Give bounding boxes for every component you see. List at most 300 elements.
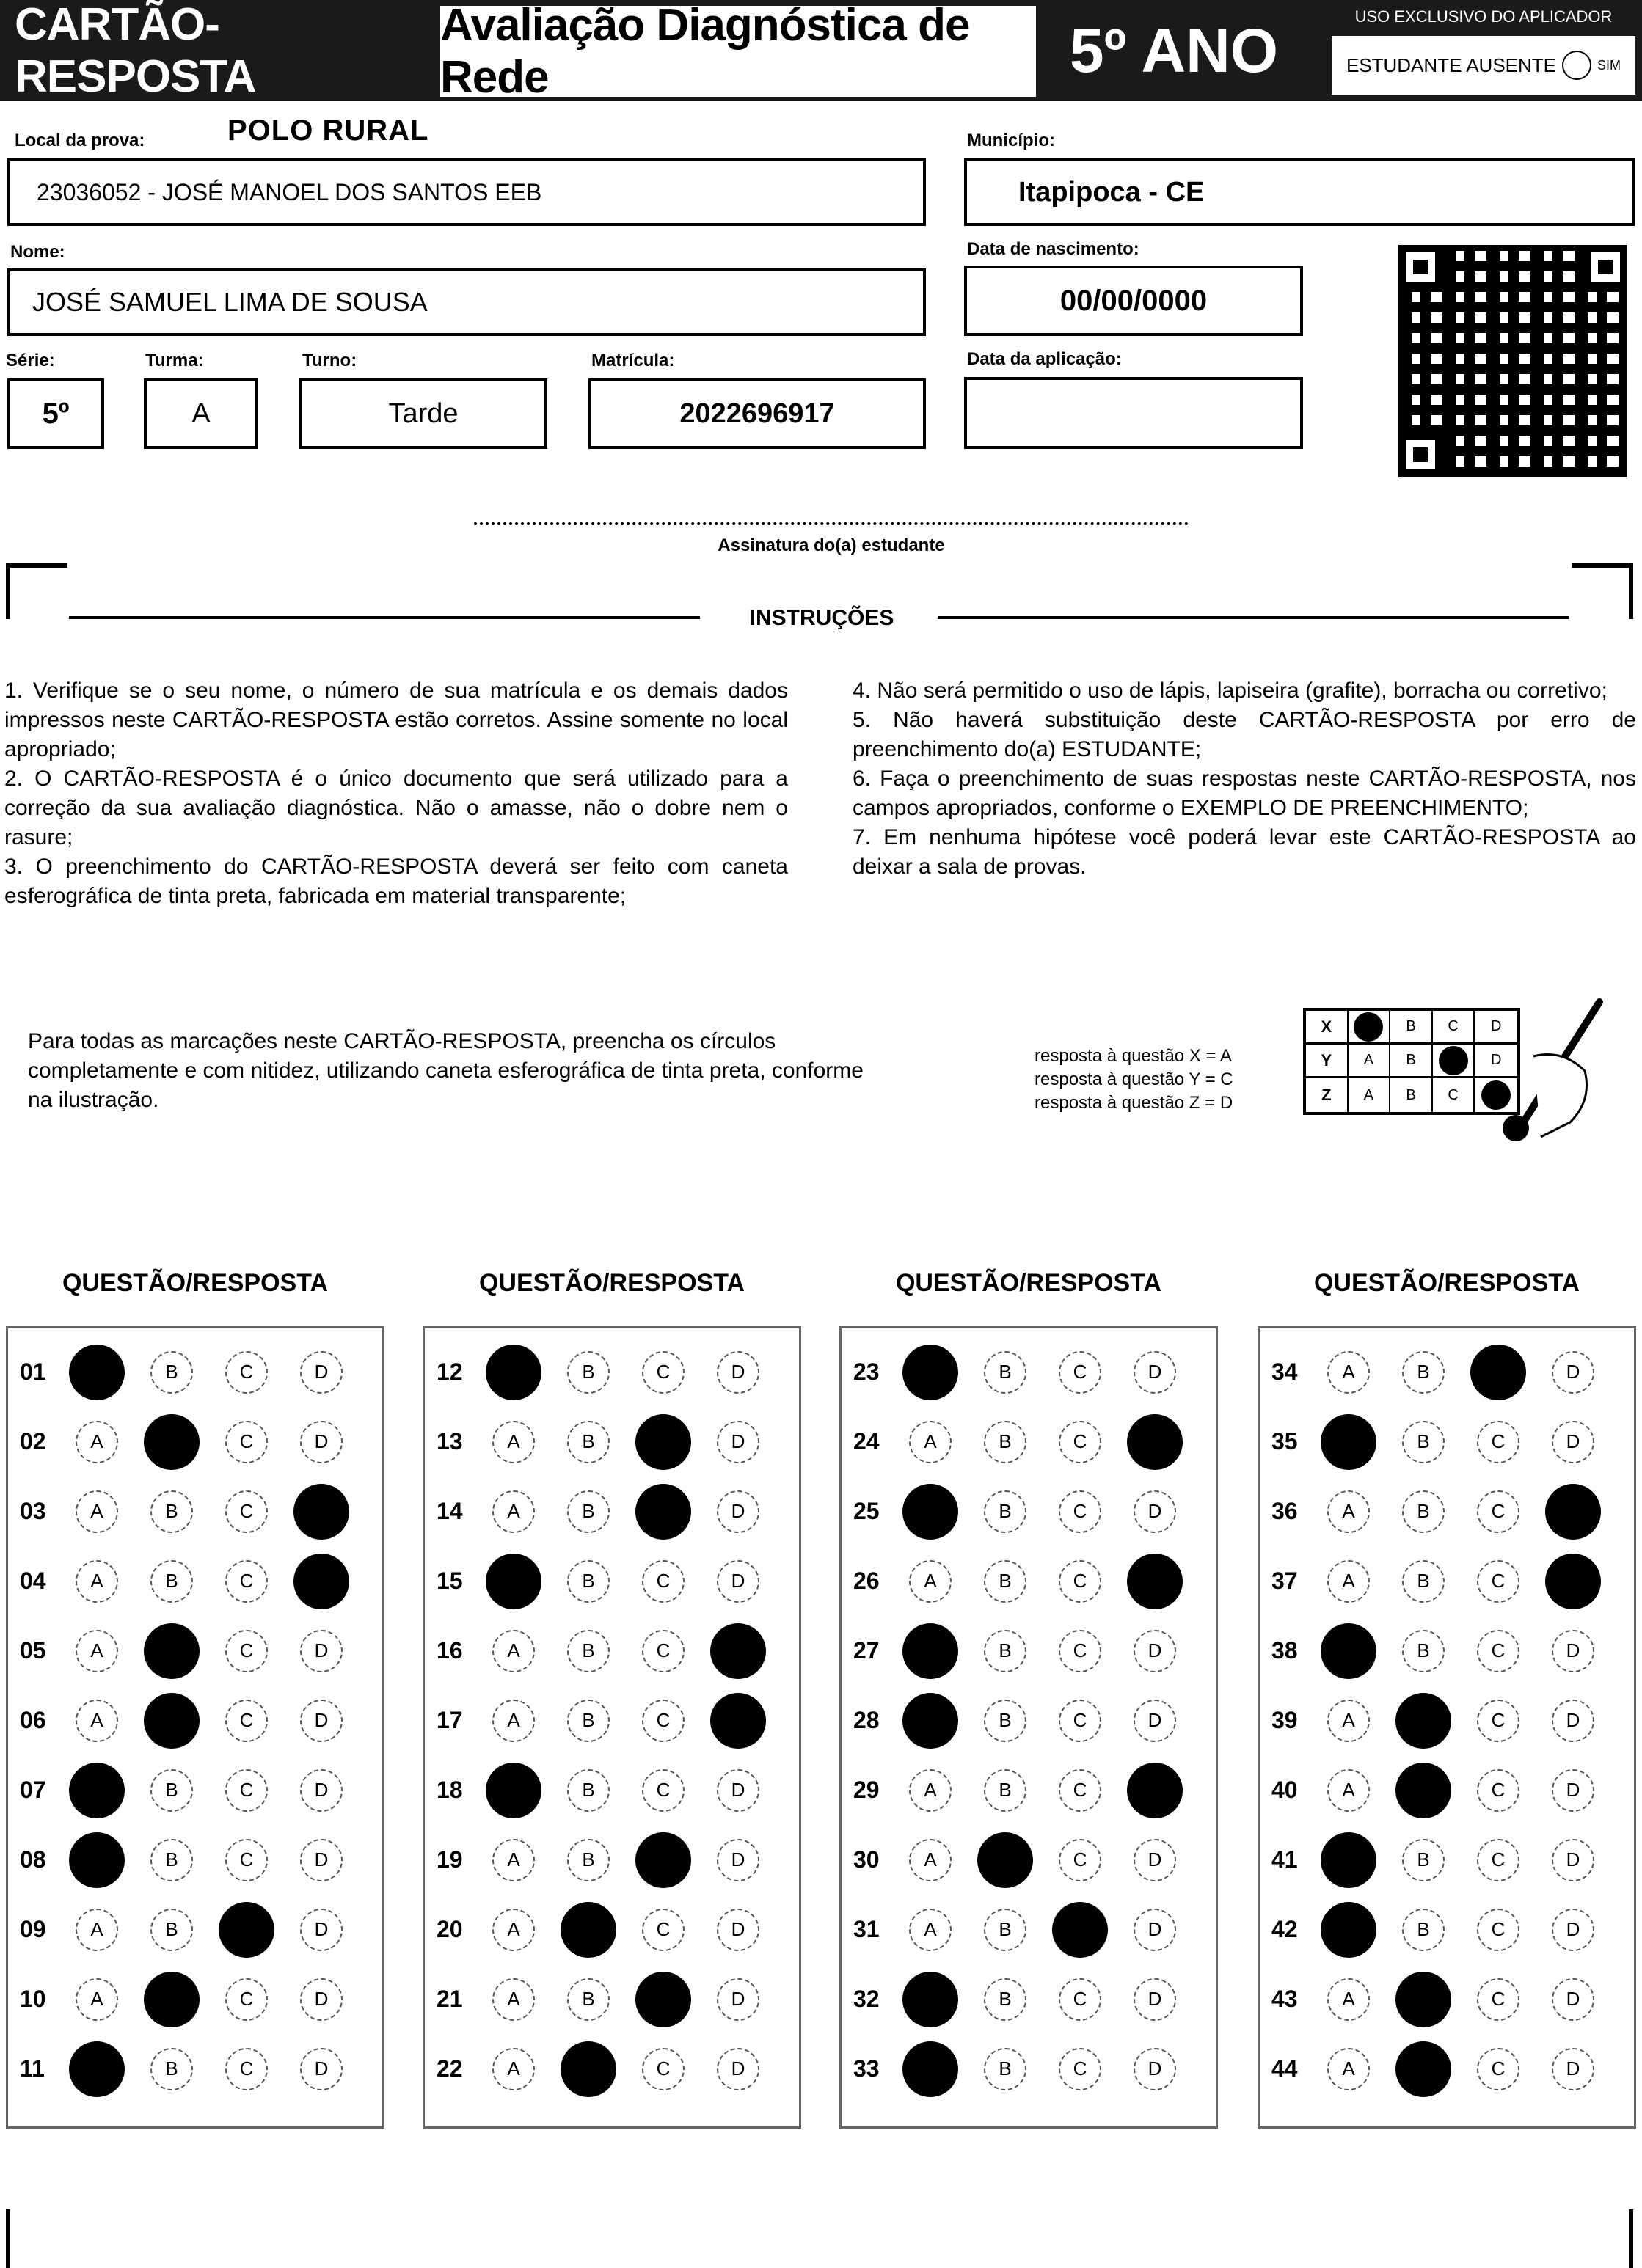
answer-bubble[interactable]: B: [567, 1421, 610, 1463]
answer-bubble[interactable]: B: [1402, 1560, 1445, 1603]
answer-bubble[interactable]: D: [300, 2048, 343, 2090]
answer-bubble[interactable]: D: [717, 1769, 759, 1812]
answer-bubble[interactable]: B: [567, 1700, 610, 1742]
card-title: CARTÃO-RESPOSTA: [15, 0, 256, 102]
example-option: B: [1390, 1011, 1433, 1042]
example-label-x: resposta à questão X = A: [1035, 1046, 1232, 1066]
instruction-3: 3. O preenchimento do CARTÃO-RESPOSTA deverá ser feito com caneta esferográfica de tinta preta, fabricada em material transparente;: [4, 855, 788, 908]
answer-bubble-filled[interactable]: [561, 2041, 616, 2097]
absent-box: [1329, 34, 1638, 97]
answer-bubble[interactable]: C: [1059, 1630, 1101, 1672]
example-key: Z: [1306, 1078, 1349, 1112]
answer-bubble[interactable]: B: [984, 1769, 1026, 1812]
question-number: 25: [853, 1498, 880, 1524]
answer-bubble-filled[interactable]: [144, 1623, 200, 1679]
absent-yes-label: SIM: [1597, 57, 1621, 73]
example-key: Y: [1306, 1045, 1349, 1076]
answer-bubble[interactable]: C: [1477, 1769, 1519, 1812]
question-number: 24: [853, 1428, 880, 1455]
answer-bubble[interactable]: B: [984, 1421, 1026, 1463]
answer-bubble[interactable]: B: [567, 1490, 610, 1533]
grade-label: 5º ANO: [1069, 15, 1279, 85]
answer-bubble[interactable]: C: [1477, 1700, 1519, 1742]
nome-field: [7, 268, 926, 336]
instructions-left: [4, 676, 788, 911]
question-number: 11: [20, 2055, 45, 2082]
answer-bubble-filled[interactable]: [902, 1345, 958, 1400]
answer-bubble[interactable]: A: [76, 1421, 118, 1463]
question-number: 44: [1271, 2055, 1298, 2082]
answer-row: [8, 1477, 382, 1546]
answer-bubble[interactable]: A: [76, 1490, 118, 1533]
qr-code: [1398, 245, 1627, 477]
serie-label: Série:: [6, 351, 55, 370]
answer-bubble[interactable]: C: [1059, 1490, 1101, 1533]
answer-row: [8, 1407, 382, 1477]
aplic-label: Data da aplicação:: [967, 349, 1122, 369]
answer-bubble[interactable]: B: [984, 2048, 1026, 2090]
answer-row: [842, 2034, 1216, 2104]
answer-bubble-filled[interactable]: [710, 1693, 766, 1749]
answer-row: [842, 1895, 1216, 1964]
local-value: POLO RURAL: [227, 114, 429, 147]
answer-bubble[interactable]: B: [567, 1839, 610, 1881]
answer-bubble[interactable]: B: [567, 1351, 610, 1394]
answer-bubble[interactable]: D: [1134, 1351, 1176, 1394]
matricula-value: 2022696917: [679, 398, 835, 429]
corner-mark-bl: [6, 2209, 67, 2268]
answer-bubble-filled[interactable]: [1052, 1902, 1108, 1958]
answer-row: [8, 1755, 382, 1825]
answer-bubble[interactable]: D: [717, 1421, 759, 1463]
answer-bubble-filled[interactable]: [1321, 1623, 1376, 1679]
answer-bubble[interactable]: A: [1327, 1769, 1370, 1812]
answer-bubble[interactable]: D: [1134, 1700, 1176, 1742]
answer-bubble[interactable]: B: [150, 2048, 193, 2090]
pen-hand-icon: [1489, 998, 1607, 1144]
filled-dot: [1439, 1046, 1468, 1075]
answer-bubble[interactable]: B: [150, 1560, 193, 1603]
answer-bubble[interactable]: A: [492, 1700, 535, 1742]
answer-bubble-filled[interactable]: [1127, 1414, 1183, 1470]
nome-value: JOSÉ SAMUEL LIMA DE SOUSA: [32, 287, 428, 317]
answer-bubble[interactable]: B: [1402, 1909, 1445, 1951]
question-number: 04: [20, 1568, 46, 1594]
answer-row: [8, 1616, 382, 1686]
answer-row: [8, 1686, 382, 1755]
answer-bubble[interactable]: C: [642, 1909, 685, 1951]
answer-bubble[interactable]: A: [1327, 1351, 1370, 1394]
answer-bubble[interactable]: A: [76, 1560, 118, 1603]
answer-bubble[interactable]: B: [1402, 1630, 1445, 1672]
instruction-5: 5. Não haverá substituição deste CARTÃO-RESPOSTA por erro de preenchimento do(a) ESTUDANTE;: [853, 708, 1636, 761]
answer-bubble-filled[interactable]: [144, 1972, 200, 2027]
answer-bubble[interactable]: D: [1134, 1839, 1176, 1881]
answer-row: [8, 1895, 382, 1964]
question-number: 07: [20, 1777, 46, 1803]
answer-bubble[interactable]: A: [76, 1630, 118, 1672]
answer-bubble[interactable]: D: [1134, 1490, 1176, 1533]
answer-bubble[interactable]: C: [225, 2048, 268, 2090]
question-number: 05: [20, 1637, 46, 1664]
question-number: 30: [853, 1846, 880, 1873]
answer-bubble[interactable]: B: [1402, 1351, 1445, 1394]
answer-bubble-filled[interactable]: [902, 1623, 958, 1679]
answer-row: [425, 1337, 799, 1407]
question-number: 35: [1271, 1428, 1298, 1455]
answer-panel: [6, 1326, 384, 2129]
answer-bubble[interactable]: C: [1059, 1700, 1101, 1742]
instruction-1: 1. Verifique se o seu nome, o número de sua matrícula e os demais dados impressos neste CARTÃO-RESPOSTA estão corretos. Assine somente no local apropriado;: [4, 678, 788, 761]
instr-rule-left: [69, 616, 700, 619]
answer-bubble[interactable]: C: [1059, 1421, 1101, 1463]
answer-bubble-filled[interactable]: [293, 1554, 349, 1609]
answer-bubble-filled[interactable]: [902, 1484, 958, 1540]
answer-bubble[interactable]: C: [1477, 1909, 1519, 1951]
answer-bubble[interactable]: D: [1134, 1909, 1176, 1951]
instructions-title: INSTRUÇÕES: [749, 606, 894, 630]
question-number: 37: [1271, 1568, 1298, 1594]
answer-bubble[interactable]: B: [567, 1978, 610, 2021]
signature-line[interactable]: [474, 522, 1189, 525]
answer-bubble-filled[interactable]: [144, 1693, 200, 1749]
answer-bubble[interactable]: B: [984, 1909, 1026, 1951]
answer-bubble[interactable]: B: [984, 1630, 1026, 1672]
serie-field: [7, 378, 104, 449]
answer-bubble[interactable]: D: [1552, 1700, 1594, 1742]
example-option: B: [1390, 1045, 1433, 1076]
question-number: 32: [853, 1986, 880, 2012]
answer-bubble[interactable]: B: [984, 1560, 1026, 1603]
answer-bubble[interactable]: B: [984, 1700, 1026, 1742]
answer-bubble-filled[interactable]: [635, 1972, 691, 2027]
answer-bubble[interactable]: C: [225, 1351, 268, 1394]
answer-bubble[interactable]: B: [1402, 1421, 1445, 1463]
answer-bubble-filled[interactable]: [144, 1414, 200, 1470]
answer-bubble[interactable]: D: [1134, 1630, 1176, 1672]
answer-bubble[interactable]: A: [909, 1839, 952, 1881]
answer-bubble[interactable]: C: [225, 1421, 268, 1463]
instr-rule-right: [938, 616, 1569, 619]
answer-bubble[interactable]: C: [642, 1560, 685, 1603]
answer-bubble[interactable]: B: [150, 1909, 193, 1951]
municipio-value: Itapipoca - CE: [1018, 176, 1205, 208]
answer-bubble[interactable]: D: [300, 1978, 343, 2021]
answer-bubble[interactable]: A: [492, 1909, 535, 1951]
question-number: 16: [437, 1637, 463, 1664]
question-number: 36: [1271, 1498, 1298, 1524]
answer-bubble-filled[interactable]: [1395, 2041, 1451, 2097]
example-option: C: [1433, 1011, 1475, 1042]
answer-bubble[interactable]: B: [984, 1351, 1026, 1394]
answer-bubble-filled[interactable]: [1545, 1484, 1601, 1540]
answer-bubble[interactable]: D: [1552, 1978, 1594, 2021]
answer-row: [1260, 1895, 1634, 1964]
answer-bubble[interactable]: D: [300, 1839, 343, 1881]
answer-row: [842, 1407, 1216, 1477]
answer-row: [1260, 1546, 1634, 1616]
answer-bubble-filled[interactable]: [293, 1484, 349, 1540]
instruction-2: 2. O CARTÃO-RESPOSTA é o único documento que será utilizado para a correção da sua avaliação diagnóstica. Não o amasse, não o dobre nem o rasure;: [4, 767, 788, 849]
answer-bubble[interactable]: A: [492, 1421, 535, 1463]
answer-row: [1260, 1686, 1634, 1755]
answer-bubble-filled[interactable]: [902, 2041, 958, 2097]
answer-bubble[interactable]: A: [909, 1769, 952, 1812]
answer-bubble[interactable]: D: [300, 1421, 343, 1463]
answer-row: [1260, 1616, 1634, 1686]
local-label: Local da prova:: [15, 131, 145, 150]
answer-bubble[interactable]: C: [642, 1769, 685, 1812]
answer-heading: QUESTÃO/RESPOSTA: [1313, 1269, 1580, 1297]
serie-value: 5º: [42, 397, 70, 430]
answer-bubble[interactable]: D: [1552, 1769, 1594, 1812]
answer-row: [425, 1825, 799, 1895]
answer-row: [842, 1964, 1216, 2034]
answer-bubble[interactable]: D: [1552, 1839, 1594, 1881]
answer-bubble[interactable]: C: [225, 1978, 268, 2021]
answer-bubble[interactable]: C: [1477, 1490, 1519, 1533]
answer-row: [1260, 1964, 1634, 2034]
question-number: 33: [853, 2055, 880, 2082]
answer-bubble-filled[interactable]: [1545, 1554, 1601, 1609]
answer-bubble[interactable]: D: [717, 1909, 759, 1951]
answer-bubble-filled[interactable]: [219, 1902, 274, 1958]
answer-bubble[interactable]: D: [300, 1700, 343, 1742]
question-number: 26: [853, 1568, 880, 1594]
answer-bubble[interactable]: A: [909, 1421, 952, 1463]
answer-bubble-filled[interactable]: [635, 1832, 691, 1888]
question-number: 19: [437, 1846, 463, 1873]
answer-bubble[interactable]: A: [492, 1490, 535, 1533]
answer-bubble[interactable]: D: [1552, 1351, 1594, 1394]
answer-row: [842, 1337, 1216, 1407]
question-number: 43: [1271, 1986, 1298, 2012]
answer-bubble[interactable]: B: [150, 1351, 193, 1394]
question-number: 29: [853, 1777, 880, 1803]
answer-row: [842, 1546, 1216, 1616]
matricula-field: [588, 378, 926, 449]
answer-bubble[interactable]: C: [642, 1351, 685, 1394]
answer-bubble[interactable]: C: [642, 2048, 685, 2090]
answer-bubble-filled[interactable]: [69, 1345, 125, 1400]
school-value: 23036052 - JOSÉ MANOEL DOS SANTOS EEB: [37, 178, 542, 205]
answer-bubble-filled[interactable]: [69, 1832, 125, 1888]
answer-bubble[interactable]: C: [225, 1630, 268, 1672]
question-number: 40: [1271, 1777, 1298, 1803]
corner-mark-tl: [6, 563, 67, 619]
answer-row: [425, 1964, 799, 2034]
corner-mark-br: [1572, 2209, 1633, 2268]
answer-bubble-filled[interactable]: [1321, 1414, 1376, 1470]
answer-bubble[interactable]: A: [492, 1978, 535, 2021]
answer-bubble[interactable]: D: [300, 1769, 343, 1812]
instructions-right: [853, 676, 1636, 882]
answer-heading: QUESTÃO/RESPOSTA: [478, 1269, 745, 1297]
answer-bubble[interactable]: B: [567, 1630, 610, 1672]
answer-bubble[interactable]: C: [1477, 1560, 1519, 1603]
answer-bubble-filled[interactable]: [902, 1693, 958, 1749]
answer-bubble-filled[interactable]: [486, 1763, 541, 1818]
answer-bubble[interactable]: C: [1477, 1630, 1519, 1672]
example-row: [1306, 1045, 1517, 1078]
answer-bubble[interactable]: C: [1477, 1978, 1519, 2021]
answer-bubble[interactable]: B: [150, 1490, 193, 1533]
answer-bubble[interactable]: C: [225, 1700, 268, 1742]
answer-bubble[interactable]: D: [1134, 2048, 1176, 2090]
answer-bubble-filled[interactable]: [486, 1554, 541, 1609]
question-number: 01: [20, 1358, 46, 1385]
example-option: C: [1433, 1078, 1475, 1112]
answer-bubble[interactable]: D: [1552, 1909, 1594, 1951]
answer-bubble[interactable]: D: [1134, 1978, 1176, 2021]
aplic-field[interactable]: [964, 377, 1303, 449]
answer-bubble-filled[interactable]: [902, 1972, 958, 2027]
answer-bubble[interactable]: C: [1059, 1839, 1101, 1881]
answer-bubble-filled[interactable]: [1470, 1345, 1526, 1400]
answer-row: [425, 1407, 799, 1477]
answer-bubble[interactable]: D: [1552, 2048, 1594, 2090]
matricula-label: Matrícula:: [591, 351, 675, 370]
answer-row: [425, 1686, 799, 1755]
answer-bubble[interactable]: C: [1059, 1351, 1101, 1394]
answer-row: [1260, 2034, 1634, 2104]
answer-bubble[interactable]: D: [1552, 1421, 1594, 1463]
answer-bubble[interactable]: B: [984, 1490, 1026, 1533]
corner-mark-tr: [1572, 563, 1633, 619]
answer-bubble[interactable]: C: [225, 1839, 268, 1881]
answer-bubble-filled[interactable]: [1395, 1693, 1451, 1749]
answer-bubble[interactable]: A: [76, 1909, 118, 1951]
answer-bubble[interactable]: A: [909, 1909, 952, 1951]
answer-bubble[interactable]: B: [567, 1769, 610, 1812]
applicator-section: [1325, 0, 1642, 101]
answer-row: [8, 1825, 382, 1895]
answer-bubble-filled[interactable]: [977, 1832, 1033, 1888]
turno-value: Tarde: [388, 398, 459, 429]
answer-bubble[interactable]: A: [492, 1839, 535, 1881]
answer-bubble[interactable]: C: [225, 1560, 268, 1603]
question-number: 18: [437, 1777, 463, 1803]
question-number: 41: [1271, 1846, 1298, 1873]
question-number: 28: [853, 1707, 880, 1733]
answer-bubble[interactable]: C: [225, 1769, 268, 1812]
answer-bubble-filled[interactable]: [486, 1345, 541, 1400]
answer-bubble[interactable]: C: [1059, 1978, 1101, 2021]
answer-bubble[interactable]: C: [1059, 1769, 1101, 1812]
answer-bubble[interactable]: B: [150, 1769, 193, 1812]
answer-bubble[interactable]: B: [1402, 1839, 1445, 1881]
answer-bubble[interactable]: A: [1327, 1560, 1370, 1603]
answer-bubble-filled[interactable]: [1395, 1763, 1451, 1818]
municipio-field: [964, 158, 1635, 226]
question-number: 34: [1271, 1358, 1298, 1385]
answer-bubble[interactable]: D: [717, 1978, 759, 2021]
answer-bubble-filled[interactable]: [69, 2041, 125, 2097]
answer-bubble[interactable]: D: [717, 1490, 759, 1533]
question-number: 02: [20, 1428, 46, 1455]
answer-bubble[interactable]: A: [1327, 1490, 1370, 1533]
answer-row: [1260, 1407, 1634, 1477]
answer-bubble[interactable]: B: [1402, 1490, 1445, 1533]
answer-bubble-filled[interactable]: [1127, 1763, 1183, 1818]
answer-bubble[interactable]: D: [717, 1351, 759, 1394]
example-option: A: [1349, 1045, 1391, 1076]
answer-bubble[interactable]: D: [300, 1351, 343, 1394]
answer-bubble-filled[interactable]: [635, 1484, 691, 1540]
answer-row: [842, 1616, 1216, 1686]
answer-bubble[interactable]: C: [1059, 1560, 1101, 1603]
answer-bubble-filled[interactable]: [561, 1902, 616, 1958]
question-number: 17: [437, 1707, 463, 1733]
answer-bubble[interactable]: A: [1327, 1700, 1370, 1742]
answer-bubble[interactable]: C: [1477, 1839, 1519, 1881]
answer-bubble-filled[interactable]: [1395, 1972, 1451, 2027]
answer-bubble[interactable]: D: [1552, 1630, 1594, 1672]
answer-bubble-filled[interactable]: [1321, 1832, 1376, 1888]
answer-bubble[interactable]: B: [150, 1839, 193, 1881]
answer-row: [8, 1546, 382, 1616]
answer-bubble-filled[interactable]: [635, 1414, 691, 1470]
nasc-field: [964, 266, 1303, 336]
answer-bubble-filled[interactable]: [1321, 1902, 1376, 1958]
example-label-z: resposta à questão Z = D: [1035, 1093, 1233, 1113]
answer-bubble[interactable]: C: [642, 1700, 685, 1742]
answer-bubble[interactable]: C: [642, 1630, 685, 1672]
answer-panel: [839, 1326, 1218, 2129]
answer-bubble[interactable]: A: [1327, 2048, 1370, 2090]
absent-label: ESTUDANTE AUSENTE: [1346, 54, 1557, 76]
answer-bubble[interactable]: C: [1059, 2048, 1101, 2090]
answer-bubble-filled[interactable]: [1127, 1554, 1183, 1609]
nome-label: Nome:: [10, 242, 65, 262]
instruction-6: 6. Faça o preenchimento de suas respostas neste CARTÃO-RESPOSTA, nos campos apropriados, conforme o EXEMPLO DE PREENCHIMENTO;: [853, 767, 1636, 820]
answer-bubble[interactable]: D: [717, 1839, 759, 1881]
answer-bubble[interactable]: C: [225, 1490, 268, 1533]
question-number: 20: [437, 1916, 463, 1942]
answer-bubble[interactable]: A: [1327, 1978, 1370, 2021]
answer-row: [425, 1546, 799, 1616]
example-option: D: [1490, 1052, 1502, 1068]
answer-bubble[interactable]: A: [909, 1560, 952, 1603]
answer-bubble-filled[interactable]: [69, 1763, 125, 1818]
answer-bubble[interactable]: C: [1477, 2048, 1519, 2090]
question-number: 09: [20, 1916, 46, 1942]
answer-bubble[interactable]: A: [492, 1630, 535, 1672]
answer-bubble[interactable]: C: [1477, 1421, 1519, 1463]
answer-bubble-filled[interactable]: [710, 1623, 766, 1679]
example-key: X: [1306, 1011, 1349, 1042]
answer-bubble[interactable]: B: [984, 1978, 1026, 2021]
question-number: 08: [20, 1846, 46, 1873]
answer-bubble[interactable]: A: [76, 1978, 118, 2021]
answer-bubble[interactable]: D: [300, 1630, 343, 1672]
answer-bubble[interactable]: A: [492, 2048, 535, 2090]
answer-bubble[interactable]: A: [76, 1700, 118, 1742]
answer-bubble[interactable]: D: [300, 1909, 343, 1951]
example-option: B: [1390, 1078, 1433, 1112]
answer-bubble[interactable]: B: [567, 1560, 610, 1603]
absent-bubble[interactable]: [1562, 51, 1591, 80]
example-row: [1306, 1011, 1517, 1045]
nasc-label: Data de nascimento:: [967, 239, 1139, 259]
turma-label: Turma:: [145, 351, 204, 370]
answer-bubble[interactable]: D: [717, 2048, 759, 2090]
municipio-label: Município:: [967, 131, 1055, 150]
instruction-4: 4. Não será permitido o uso de lápis, lapiseira (grafite), borracha ou corretivo;: [853, 678, 1608, 703]
answer-bubble[interactable]: D: [717, 1560, 759, 1603]
answer-row: [425, 2034, 799, 2104]
question-number: 14: [437, 1498, 463, 1524]
